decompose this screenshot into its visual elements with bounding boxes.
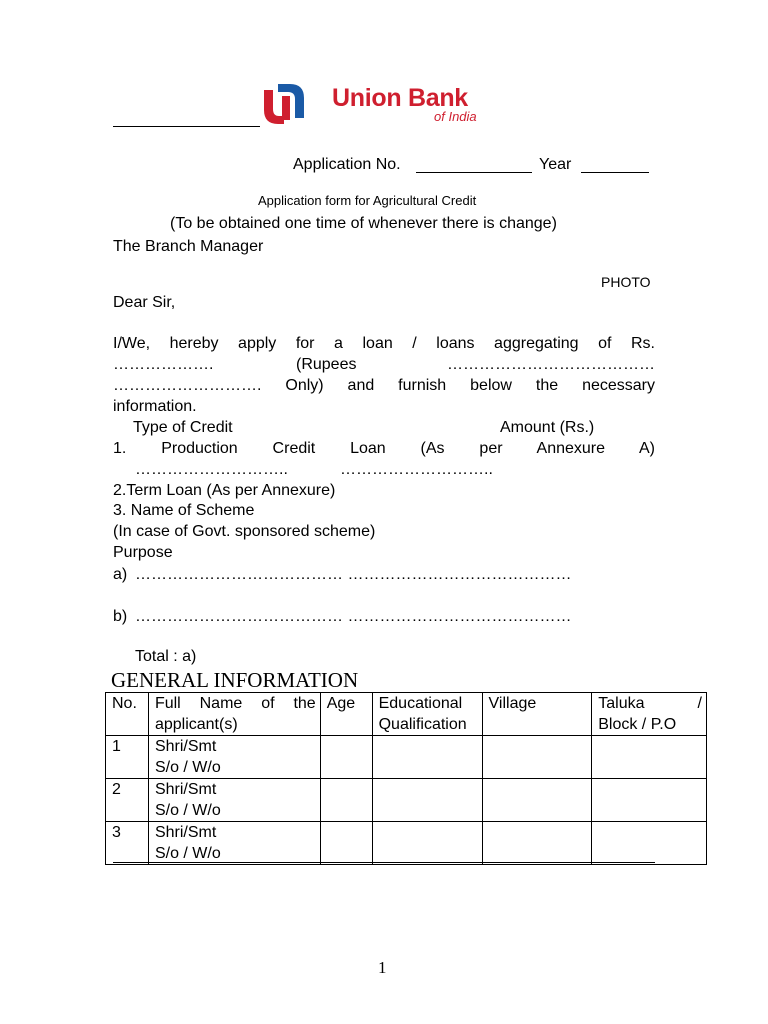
- applicant-name-cell[interactable]: Shri/Smt S/o / W/o: [148, 822, 320, 865]
- amount-dots: ……………….: [113, 356, 214, 373]
- purpose-b-label: b): [113, 608, 128, 625]
- year-field[interactable]: [581, 172, 649, 173]
- body-line-4: information.: [113, 398, 197, 415]
- table-row: [106, 779, 707, 822]
- table-row: [106, 822, 707, 865]
- col-header-village: Village: [482, 693, 592, 736]
- applicant-name-cell[interactable]: Shri/Smt S/o / W/o: [148, 736, 320, 779]
- age-cell[interactable]: [320, 736, 372, 779]
- form-title: Application form for Agricultural Credit: [258, 193, 477, 208]
- general-information-heading: GENERAL INFORMATION: [111, 668, 359, 692]
- col-header-no: No.: [106, 693, 149, 736]
- item-name-of-scheme: 3. Name of Scheme: [113, 502, 255, 519]
- age-cell[interactable]: [320, 822, 372, 865]
- body-line-1: I/We, hereby apply for a loan / loans aggregating of Rs.: [113, 335, 655, 352]
- table-underline: [113, 862, 655, 863]
- item1-amount-dots: ………………………..: [340, 461, 493, 478]
- row-no: 1: [106, 736, 149, 779]
- age-cell[interactable]: [320, 779, 372, 822]
- row-no: 3: [106, 822, 149, 865]
- education-cell[interactable]: [372, 736, 482, 779]
- education-cell[interactable]: [372, 822, 482, 865]
- type-of-credit-label: Type of Credit: [133, 419, 233, 436]
- body-line-3: ………………………. Only) and furnish below the necessary: [113, 377, 655, 394]
- taluka-cell[interactable]: [592, 736, 707, 779]
- rupees-label: (Rupees: [296, 356, 357, 373]
- purpose-label: Purpose: [113, 544, 173, 561]
- purpose-b-dots: ………………………………… ……………………………………: [135, 608, 572, 625]
- photo-label: PHOTO: [601, 274, 651, 290]
- page-number: 1: [378, 958, 387, 977]
- year-label: Year: [539, 156, 572, 173]
- union-bank-logo: [258, 80, 498, 130]
- bank-name-sub: of India: [434, 109, 477, 124]
- village-cell[interactable]: [482, 822, 592, 865]
- item-scheme-note: (In case of Govt. sponsored scheme): [113, 523, 376, 540]
- application-no-label: Application No.: [293, 156, 401, 173]
- union-bank-emblem-icon: [258, 80, 318, 130]
- applicant-name-cell[interactable]: Shri/Smt S/o / W/o: [148, 779, 320, 822]
- application-no-field[interactable]: [416, 172, 532, 173]
- salutation: Dear Sir,: [113, 294, 176, 311]
- village-cell[interactable]: [482, 736, 592, 779]
- row-no: 2: [106, 779, 149, 822]
- education-cell[interactable]: [372, 779, 482, 822]
- col-header-full-name: Full Name of the applicant(s): [148, 693, 320, 736]
- item1-type-dots: ………………………..: [135, 461, 288, 478]
- purpose-a-dots: ………………………………… ……………………………………: [135, 566, 572, 583]
- item-term-loan: 2.Term Loan (As per Annexure): [113, 482, 336, 499]
- village-cell[interactable]: [482, 779, 592, 822]
- item-production-credit-loan: 1. Production Credit Loan (As per Annexure A): [113, 440, 655, 457]
- taluka-cell[interactable]: [592, 822, 707, 865]
- body-line-2: [113, 354, 655, 375]
- total-label: Total : a): [135, 648, 197, 665]
- amount-label: Amount (Rs.): [500, 419, 595, 436]
- col-header-educational-qualification: Educational Qualification: [372, 693, 482, 736]
- taluka-cell[interactable]: [592, 779, 707, 822]
- branch-line: [113, 126, 260, 127]
- purpose-a-label: a): [113, 566, 128, 583]
- addressee: The Branch Manager: [113, 238, 264, 255]
- bank-name: Union Bank: [332, 84, 468, 112]
- col-header-age: Age: [320, 693, 372, 736]
- col-header-taluka: Taluka / Block / P.O: [592, 693, 707, 736]
- form-subtitle: (To be obtained one time of whenever there is change): [170, 215, 557, 232]
- rupees-words-dots: …………………………………: [447, 356, 655, 373]
- table-row: [106, 736, 707, 779]
- general-information-table: [105, 692, 707, 865]
- table-header-row: [106, 693, 707, 736]
